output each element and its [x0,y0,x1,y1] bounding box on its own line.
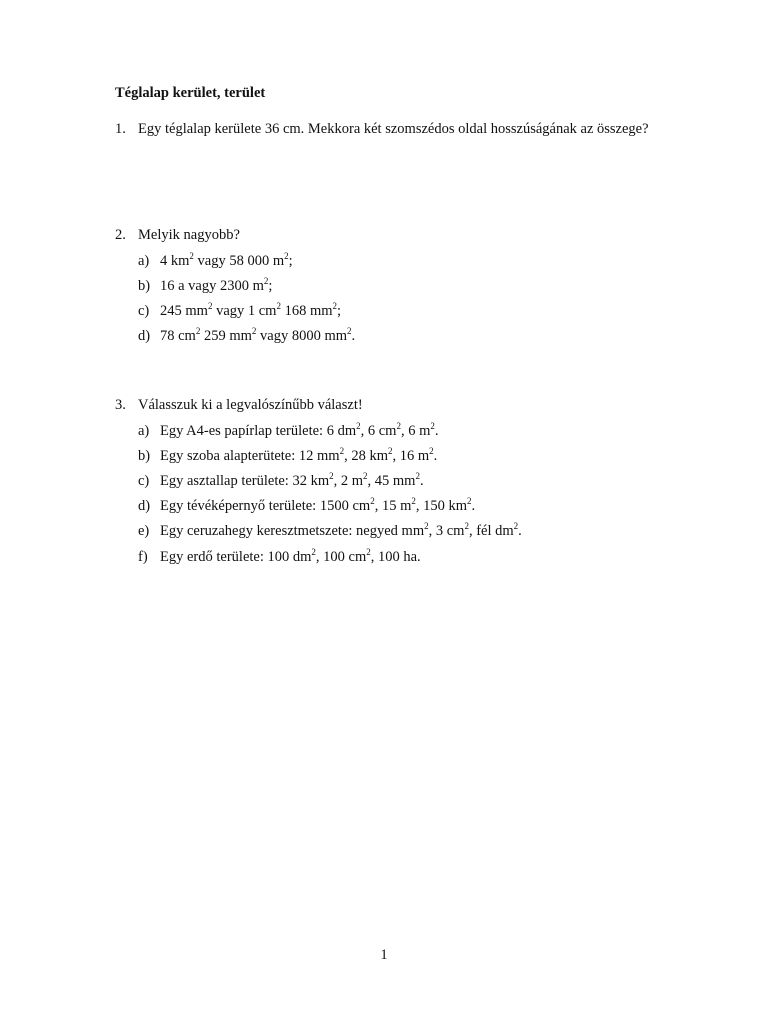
q3-item-d-letter: d) [138,498,151,514]
question-1-number: 1. [115,121,126,137]
question-3-number: 3. [115,397,126,413]
question-1-text: Egy téglalap kerülete 36 cm. Mekkora két szomszédos oldal hosszúságának az összege? [138,121,649,137]
q3-item-b-letter: b) [138,448,151,464]
q2-item-b-letter: b) [138,278,151,294]
q2-item-d-text: 78 $cm^2$ 259 $mm^2$ vagy 8000 $mm^2$. [160,326,356,344]
question-2-text: Melyik nagyobb? [138,227,240,243]
q2-item-a-letter: a) [138,253,150,269]
q3-item-e-text: Egy ceruzahegy keresztmetszete: negyed $mm^2$, 3 $cm^2$, fél $dm^2$. [160,521,522,539]
question-3-text: Válasszuk ki a legvalószínűbb választ! [138,397,363,413]
q3-item-c-text: Egy asztallap területe: 32 $km^2$, 2 $m^2$, 45 $mm^2$. [160,471,424,489]
q3-item-d-text: Egy tévéképernyő területe: 1500 $cm^2$, 15 $m^2$, 150 $km^2$. [160,496,476,514]
page-title: Téglalap kerület, terület [115,85,266,101]
q3-item-a-text: Egy A4-es papírlap területe: 6 $dm^2$, 6 $cm^2$, 6 $m^2$. [160,421,439,439]
q3-item-a-letter: a) [138,423,150,439]
q3-item-e-letter: e) [138,523,150,539]
q2-item-c-letter: c) [138,303,150,319]
q2-item-a-text: 4 $km^2$ vagy 58 000 $m^2$; [160,251,293,269]
q3-item-b-text: Egy szoba alapterütete: 12 $mm^2$, 28 $km^2$, 16 $m^2$. [160,446,438,464]
q2-item-b-text: 16 a vagy 2300 $m^2$; [160,276,273,294]
q2-item-c-text: 245 $mm^2$ vagy 1 $cm^2$ 168 $mm^2$; [160,301,342,319]
q2-item-d-letter: d) [138,328,151,344]
q3-item-f-letter: f) [138,549,148,565]
q3-item-c-letter: c) [138,473,150,489]
question-2-number: 2. [115,227,126,243]
page-number: 1 [380,947,388,963]
q3-item-f-text: Egy erdő területe: 100 $dm^2$, 100 $cm^2$, 100 ha. [160,547,421,565]
